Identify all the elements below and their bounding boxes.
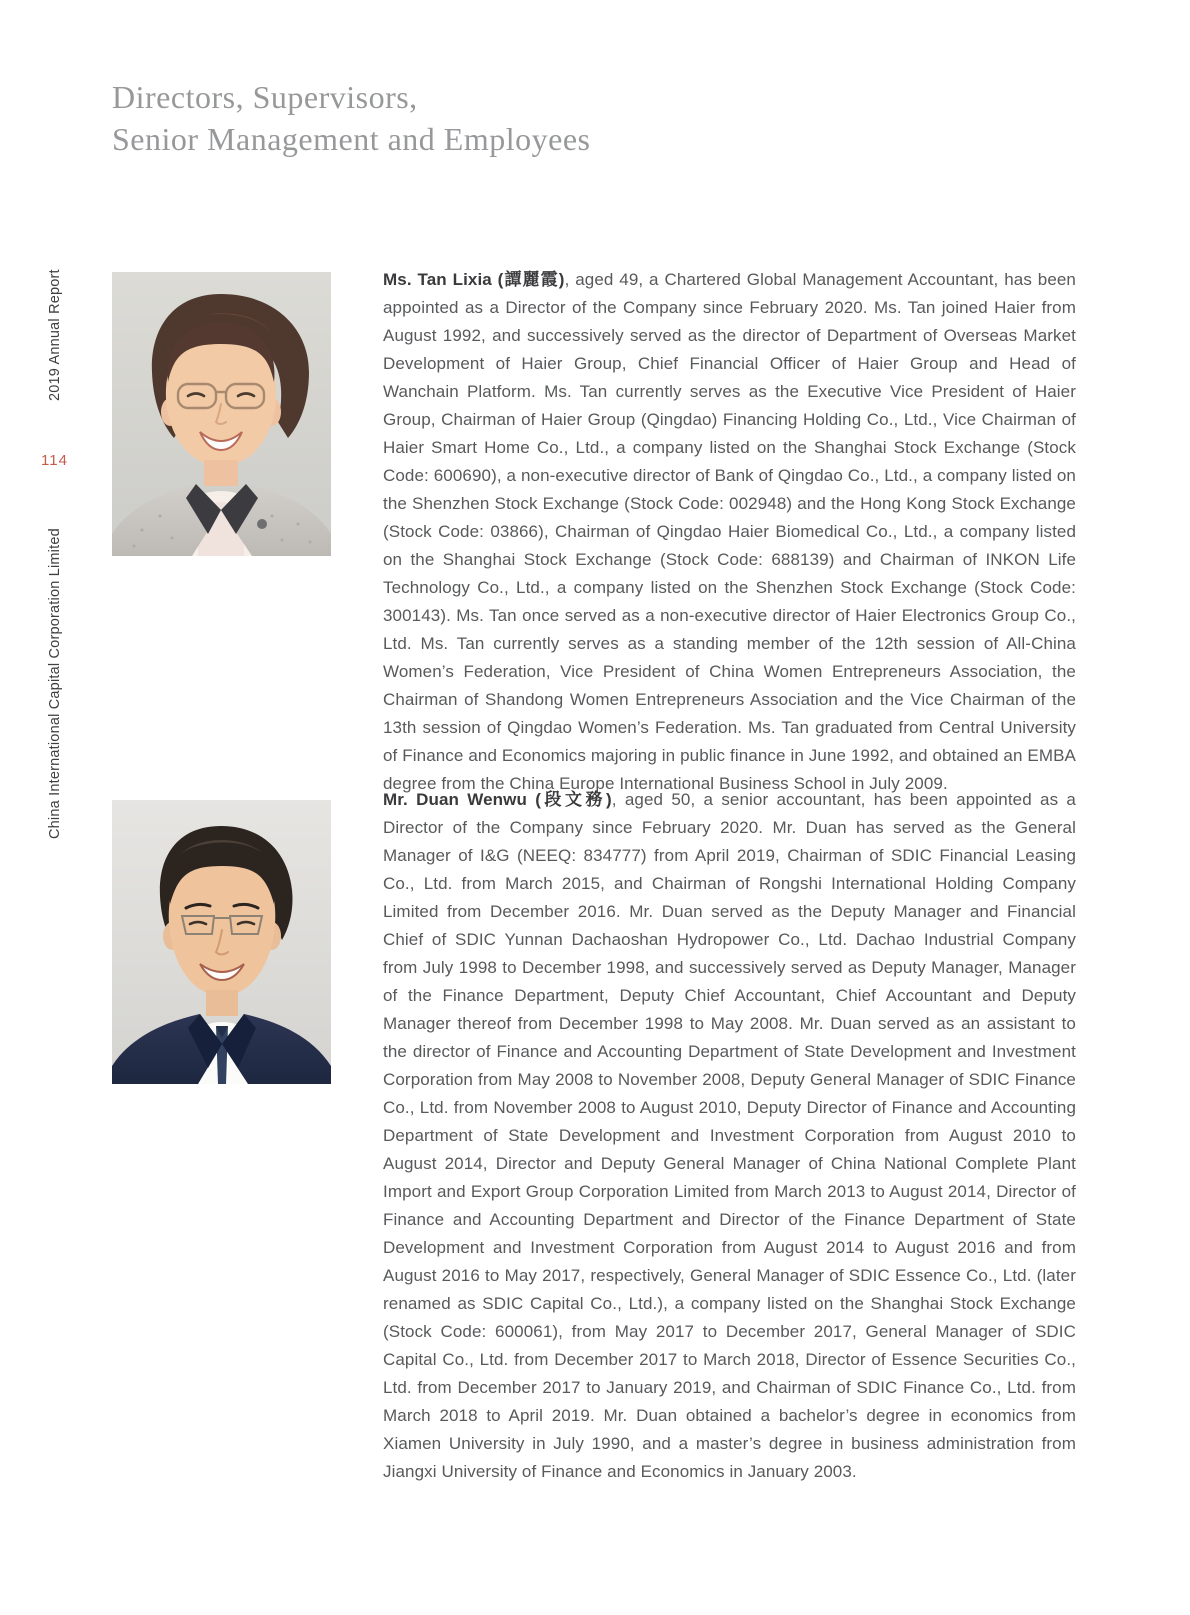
bio-paragraph-duan-wenwu (383, 786, 1076, 1486)
woman-portrait-illustration (112, 272, 331, 556)
man-portrait-illustration (112, 800, 331, 1084)
bio-body-duan-wenwu: , aged 50, a senior accountant, has been appointed as a Director of the Company since February 2020. Mr. Duan has served as the General Manager of I&G (NEEQ: 834777) from April 2019, Chairman of SDIC Financial Leasing Co., Ltd. from March 2015, and Chairman of Rongshi International Holding Company Limited from December 2016. Mr. Duan served as the Deputy Manager and Financial Chief of SDIC Yunnan Dachaoshan Hydropower Co., Ltd. Dachao Industrial Company from July 1998 to December 1998, and successively served as Deputy Manager, Manager of the Finance Department, Deputy Chief Accountant, Chief Accountant and Deputy Manager thereof from December 1998 to May 2008. Mr. Duan served as an assistant to the director of Finance and Accounting Department of State Development and Investment Corporation from May 2008 to November 2008, Deputy General Manager of SDIC Finance Co., Ltd. from November 2008 to August 2010, Deputy Director of Finance and Accounting Department of State Development and Investment Corporation from August 2010 to August 2014, Director and Deputy General Manager of China National Complete Plant Import and Export Group Corporation Limited from March 2013 to August 2014, Director of Finance and Accounting Department and Director of the Finance Department of State Development and Investment Corporation from August 2014 to August 2016 and from August 2016 to May 2017, respectively, General Manager of SDIC Essence Co., Ltd. (later renamed as SDIC Capital Co., Ltd.), a company listed on the Shanghai Stock Exchange (Stock Code: 600061), from May 2017 to December 2017, General Manager of SDIC Capital Co., Ltd. from December 2017 to March 2018, Director of Essence Securities Co., Ltd. from December 2017 to January 2019, and Chairman of SDIC Finance Co., Ltd. from March 2018 to April 2019. Mr. Duan obtained a bachelor’s degree in economics from Xiamen University in July 1990, and a master’s degree in business administration from Jiangxi University of Finance and Economics in January 2003. (383, 790, 1076, 1481)
portrait-photo-tan-lixia (112, 272, 331, 556)
bio-name-tan-lixia: Ms. Tan Lixia (譚麗霞) (383, 270, 565, 289)
chapter-title-line2: Senior Management and Employees (112, 121, 591, 157)
bio-paragraph-tan-lixia (383, 266, 1076, 798)
sidebar-company-name-label: China International Capital Corporation Limited (47, 528, 63, 839)
page-number: 114 (41, 452, 68, 469)
portrait-photo-duan-wenwu (112, 800, 331, 1084)
bio-name-duan-wenwu: Mr. Duan Wenwu (段文務) (383, 790, 612, 809)
chapter-title (112, 76, 590, 160)
sidebar-annual-report-label: 2019 Annual Report (47, 269, 63, 401)
chapter-title-line1: Directors, Supervisors, (112, 79, 418, 115)
bio-body-tan-lixia: , aged 49, a Chartered Global Management Accountant, has been appointed as a Director of the Company since February 2020. Ms. Tan joined Haier from August 1992, and successively served as the director of Department of Overseas Market Development of Haier Group, Chief Financial Officer of Haier Group and Head of Wanchain Platform. Ms. Tan currently serves as the Executive Vice President of Haier Group, Chairman of Haier Group (Qingdao) Financing Holding Co., Ltd., Vice Chairman of Haier Smart Home Co., Ltd., a company listed on the Shanghai Stock Exchange (Stock Code: 600690), a non-executive director of Bank of Qingdao Co., Ltd., a company listed on the Shenzhen Stock Exchange (Stock Code: 002948) and the Hong Kong Stock Exchange (Stock Code: 03866), Chairman of Qingdao Haier Biomedical Co., Ltd., a company listed on the Shanghai Stock Exchange (Stock Code: 688139) and Chairman of INKON Life Technology Co., Ltd., a company listed on the Shenzhen Stock Exchange (Stock Code: 300143). Ms. Tan once served as a non-executive director of Haier Electronics Group Co., Ltd. Ms. Tan currently serves as a standing member of the 12th session of All-China Women’s Federation, Vice President of China Women Entrepreneurs Association, the Chairman of Shandong Women Entrepreneurs Association and the Vice Chairman of the 13th session of Qingdao Women’s Federation. Ms. Tan graduated from Central University of Finance and Economics majoring in public finance in June 1992, and obtained an EMBA degree from the China Europe International Business School in July 2009. (383, 270, 1076, 793)
